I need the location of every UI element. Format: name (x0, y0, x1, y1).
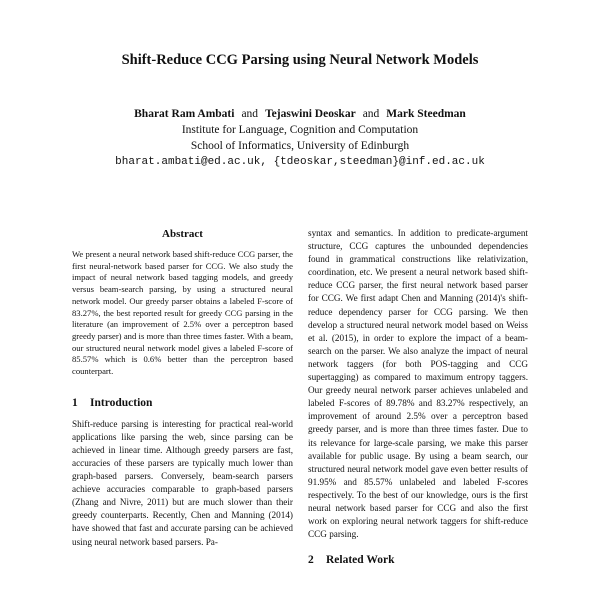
author-emails: bharat.ambati@ed.ac.uk, {tdeoskar,steedman}@inf.ed.ac.uk (115, 156, 485, 168)
abstract-heading: Abstract (162, 228, 203, 240)
author-separator-1: and (241, 108, 259, 120)
author-1: Bharat Ram Ambati (134, 108, 235, 120)
affiliation-institute: Institute for Language, Cognition and Computation (181, 124, 419, 136)
introduction-heading (72, 396, 293, 410)
affiliation-school: School of Informatics, University of Edinburgh (190, 140, 410, 152)
author-2: Tejaswini Deoskar (265, 108, 356, 120)
paper-title: Shift-Reduce CCG Parsing using Neural Network Models (121, 52, 479, 68)
author-block (0, 106, 600, 170)
introduction-text: Shift-reduce parsing is interesting for practical real-world applications like parsing the web, since parsing can be achieved in linear time. Although greedy parsers are fast, accuracies of these parsers are typically much lower than graph-based parsers. Conversely, beam-search parsers achieve accuracies comparable to graph-based parsers (Zhang and Nivre, 2011) but are much slower than their greedy counterparts. Recently, Chen and Manning (2014) have showed that fast and accurate parsing can be achieved using neural network based parsers. Pa- (72, 418, 293, 547)
related-work-title: Related Work (326, 554, 395, 567)
introduction-title: Introduction (90, 396, 153, 409)
introduction-number: 1 (72, 396, 78, 409)
author-3: Mark Steedman (386, 108, 466, 120)
left-column (72, 227, 293, 549)
abstract-text: We present a neural network based shift-reduce CCG parser, the first neural-network based parser for CCG. We also study the impact of neural network based tagging models, and greedy versus beam-search parsing, by using a structured neural network model. Our greedy parser obtains a labeled F-score of 83.27%, the best reported result for greedy CCG parsing in the literature (an improvement of 2.5% over a perceptron based greedy parser) and is more than three times faster. With a beam, our structured neural network model gives a labeled F-score of 85.57% which is 0.6% better than the perceptron based counterpart. (72, 249, 293, 377)
right-column (308, 227, 528, 575)
author-separator-2: and (362, 108, 380, 120)
author-names (0, 106, 600, 122)
related-work-heading (308, 553, 528, 567)
right-column-text: syntax and semantics. In addition to predicate-argument structure, CCG captures the unbounded dependencies found in grammatical constructions like relativization, coordination, etc. We present a neural network based shift-reduce CCG parser, the first neural network based parser for CCG. We first adapt Chen and Manning (2014)'s shift-reduce dependency parser for CCG parsing. We then develop a structured neural network model based on Weiss et al. (2015), in order to explore the impact of a beam-search on the parser. We also analyze the impact of neural network taggers (for both POS-tagging and CCG supertagging) as compared to maximum entropy taggers. Our greedy neural network parser achieves unlabeled and labeled F-scores of 89.78% and 83.27% respectively, an improvement of around 2.5% over a perceptron based greedy parser, and is more than three times faster. Due to its relevance for large-scale parsing, we make this parser available for public usage. By using a beam search, our structured neural network model gave even better results of 91.95% and 85.57% unlabeled and labeled F-scores respectively. To the best of our knowledge, ours is the first neural network based parser for CCG and also the first work on exploring neural network taggers for shift-reduce CCG parsing. (308, 228, 528, 540)
related-work-number: 2 (308, 554, 314, 567)
